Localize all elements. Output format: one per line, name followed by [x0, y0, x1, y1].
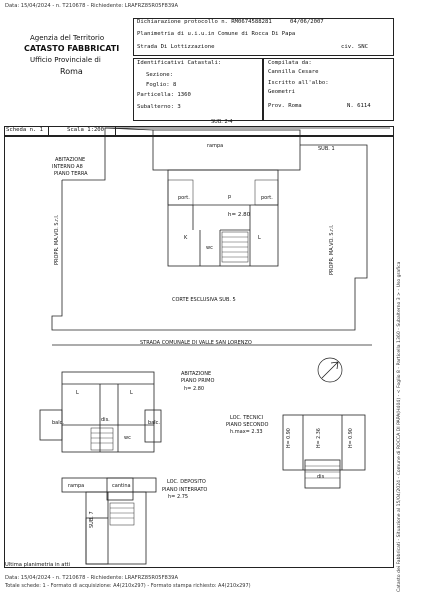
loc-tecnici-1: LOC. TECNICI — [230, 415, 264, 421]
foglio: Foglio: 8 — [146, 82, 177, 88]
top-stamp: Data: 15/04/2024 - n. T210678 - Richiedente: LRAFRZ85R05F839A — [5, 3, 179, 9]
sezione: Sezione: — [146, 72, 173, 78]
compilatore: Cannilla Cesare — [268, 69, 319, 75]
dis-secondo: dis — [317, 474, 325, 480]
l-room-label: L — [258, 235, 261, 241]
identificativi-label: Identificativi Catastali: — [137, 60, 222, 66]
p-room-label: p — [228, 194, 232, 200]
loc-deposito-1: LOC. DEPOSITO — [167, 479, 206, 485]
port-left-label: port. — [178, 195, 190, 201]
h-mid: H= 2.36 — [317, 428, 322, 448]
subalterno: Subalterno: 3 — [137, 104, 181, 110]
civico: civ. SNC — [341, 44, 368, 50]
h-left: H= 0.90 — [287, 428, 292, 448]
scala-label: Scala 1:200 — [67, 127, 105, 133]
cantina-label: cantina — [112, 483, 131, 489]
abitazione-primo-2: PIANO PRIMO — [181, 378, 215, 384]
loc-tecnici-2: PIANO SECONDO — [226, 422, 269, 428]
dichiarazione: Dichiarazione protocollo n. RM0674588281 — [137, 19, 272, 25]
loc-deposito-2: PIANO INTERRATO — [162, 487, 208, 493]
loc-tecnici-3: h.max= 2.33 — [230, 429, 263, 435]
abitazione-primo-1: ABITAZIONE — [181, 371, 212, 377]
k-room-label: K — [184, 235, 188, 241]
right-margin-note: Catasto dei Fabbricati - Situazione al 15/04/2024 - Comune di ROCCA DI PAPA(H404) - < Foglio 8 - Particella 1360 - Subalterno 3 > - Uso grafica — [397, 261, 402, 592]
propr-right-label: PROPR. MA.VO. S.r.l. — [329, 224, 335, 275]
compilata-da: Compilata da: — [268, 60, 312, 66]
port-right-label: port. — [261, 195, 273, 201]
strada-line: Strada Di Lottizzazione — [137, 44, 215, 50]
scheda-label: Scheda n. 1 — [6, 127, 44, 133]
wc-label: wc — [206, 245, 213, 251]
abitazione-primo-3: h= 2.80 — [184, 386, 205, 392]
rampa-interrato: rampa — [68, 483, 85, 489]
ultima-planimetria: Ultima planimetria in atti — [5, 562, 70, 568]
dichiarazione-date: 04/06/2007 — [290, 19, 324, 25]
sub7-label: SUB. 7 — [89, 511, 95, 528]
balc-right: balc. — [148, 420, 160, 426]
loc-deposito-3: h= 2.75 — [168, 494, 189, 500]
sub24-label: SUB. 2-4 — [211, 119, 233, 125]
h280-label: h= 2.80 — [228, 212, 251, 218]
balc-left: balc. — [52, 420, 64, 426]
strada-comunale-label: STRADA COMUNALE DI VALLE SAN LORENZO — [140, 340, 252, 346]
bottom-stamp2: Totale schede: 1 - Formato di acquisizione: A4(210x297) - Formato stampa richiesto: A4(210x297) — [5, 583, 251, 589]
l-primo-left: L — [76, 390, 79, 396]
albo: Geometri — [268, 89, 295, 95]
rampa-label: rampa — [207, 143, 224, 149]
abitazione-terra-1: ABITAZIONE — [55, 157, 86, 163]
agency-line3: Ufficio Provinciale di — [30, 56, 101, 64]
l-primo-right: L — [130, 390, 133, 396]
dis-primo: dis. — [101, 417, 110, 423]
agency-line4: Roma — [60, 67, 83, 76]
agency-line2: CATASTO FABBRICATI — [24, 44, 120, 53]
abitazione-terra-2: INTERNO A8 — [52, 164, 83, 170]
h-right: H= 0.90 — [349, 428, 354, 448]
abitazione-terra-3: PIANO TERRA — [54, 171, 88, 177]
agency-line1: Agenzia del Territorio — [30, 34, 105, 42]
wc-primo: wc — [124, 435, 131, 441]
bottom-stamp1: Data: 15/04/2024 - n. T210678 - Richiedente: LRAFRZ85R05F839A — [5, 575, 179, 581]
numero-iscrizione: N. 6114 — [347, 103, 371, 109]
particella: Particella: 1360 — [137, 92, 191, 98]
iscritto-albo: Iscritto all'albo: — [268, 80, 329, 86]
propr-left-label: PROPR. MA.VO. S.r.l. — [54, 214, 60, 265]
sub1-label: SUB. 1 — [318, 146, 335, 152]
provincia: Prov. Roma — [268, 103, 302, 109]
corte-label: CORTE ESCLUSIVA SUB. 5 — [172, 297, 236, 303]
planimetria-line: Planimetria di u.i.u.in Comune di Rocca Di Papa — [137, 31, 296, 37]
